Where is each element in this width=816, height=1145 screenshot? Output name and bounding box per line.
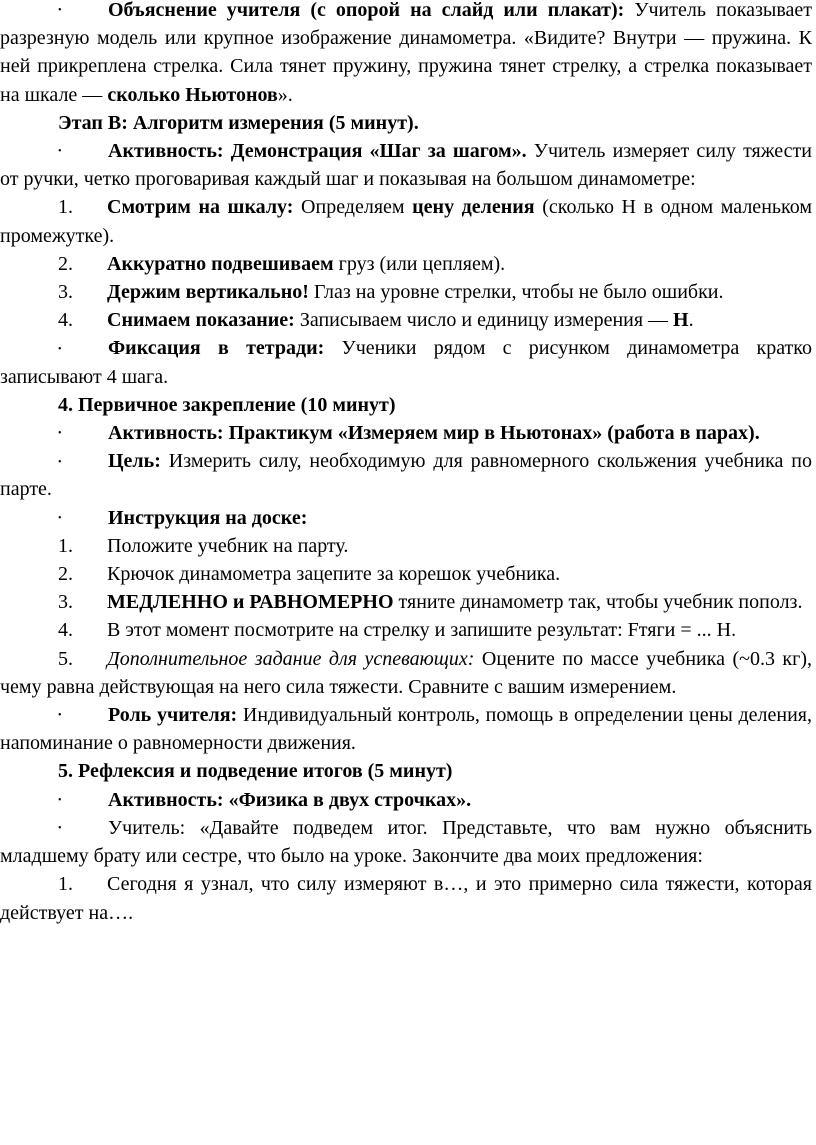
step-number: 3. <box>58 281 73 304</box>
item-text: Положите учебник на парту. <box>107 534 349 557</box>
step-number: 4. <box>58 309 73 332</box>
bullet-marker: • <box>58 795 62 807</box>
instruction-step-1 <box>0 532 812 560</box>
item-lead: Смотрим на шкалу: <box>107 196 294 219</box>
instruction-step-3 <box>0 588 812 616</box>
step-number: 2. <box>58 252 73 275</box>
item-lead: Активность: Демонстрация «Шаг за шагом». <box>108 140 527 163</box>
step-number: 2. <box>58 563 73 586</box>
bullet-marker: • <box>58 428 62 440</box>
item-tail-bold: Н <box>673 309 689 332</box>
item-lead: Снимаем показание: <box>107 309 295 332</box>
item-end: (сколько Н в одном маленьком промежутке). <box>0 196 812 247</box>
section-5-heading: 5. Рефлексия и подведение итогов (5 минут) <box>58 760 453 783</box>
item-lead: Активность: Практикум «Измеряем мир в Ньютонах» (работа в парах). <box>108 422 760 445</box>
item-lead: Роль учителя: <box>108 704 238 727</box>
item-end: . <box>688 309 694 332</box>
algorithm-step-4 <box>0 306 812 334</box>
step-number: 1. <box>58 534 73 557</box>
step-number: 1. <box>58 873 73 896</box>
item-lead: Инструкция на доске: <box>108 506 308 529</box>
bullet-marker: • <box>58 710 62 722</box>
bullet-marker: • <box>58 823 62 835</box>
item-text: Записываем число и единицу измерения — <box>294 309 674 332</box>
item-lead: Аккуратно подвешиваем <box>107 252 334 275</box>
bullet-marker: • <box>58 5 62 17</box>
reflection-sentence-1 <box>0 870 812 926</box>
step-number: 3. <box>58 591 73 614</box>
item-text: Определяем <box>293 196 413 219</box>
stage-b-heading: Этап В: Алгоритм измерения (5 минут). <box>58 111 419 134</box>
step-number: 1. <box>58 196 73 219</box>
teacher-quote-item <box>0 814 812 870</box>
section-4-heading: 4. Первичное закрепление (10 минут) <box>58 393 396 416</box>
item-text: Сегодня я узнал, что силу измеряют в…, и это примерно сила тяжести, которая действует на…. <box>0 873 812 924</box>
instruction-step-2 <box>0 560 812 588</box>
notebook-item <box>0 334 812 390</box>
item-text: Учитель: «Давайте подведем итог. Представьте, что вам нужно объяснить младшему брату или сестре, что было на уроке. Закончите два моих предложения: <box>0 816 812 868</box>
item-lead: Цель: <box>108 450 161 473</box>
step-number: 5. <box>58 647 73 670</box>
item-text: тяните динамометр так, чтобы учебник пополз. <box>393 591 803 614</box>
item-lead: Держим вертикально! <box>107 281 309 304</box>
item-text: В этот момент посмотрите на стрелку и запишите результат: Fтяги = ... Н. <box>107 619 737 642</box>
item-text: Глаз на уровне стрелки, чтобы не было ошибки. <box>308 281 724 304</box>
item-text: Оцените по массе учебника (~0.3 кг), чему равна действующая на него сила тяжести. Сравните с вашим измерением. <box>0 647 813 698</box>
item-text: груз (или цепляем). <box>333 252 506 275</box>
item-lead: Объяснение учителя (с опорой на слайд или плакат): <box>108 0 625 21</box>
algorithm-step-3 <box>0 278 812 306</box>
bullet-marker: • <box>58 456 62 468</box>
item-lead: МЕДЛЕННО и РАВНОМЕРНО <box>107 591 394 614</box>
teacher-role-item <box>0 701 812 757</box>
demo-activity-item <box>0 137 812 193</box>
algorithm-step-2 <box>0 250 812 278</box>
goal-item <box>0 447 812 503</box>
item-text: Учитель показывает разрезную модель или крупное изображение динамометра. «Видите? Внутри — пружина. К ней прикреплена стрелка. Сила тянет пружину, пружина тянет стрелку, а стрелка показывает на шкале — <box>0 0 812 106</box>
bullet-marker: • <box>58 146 62 158</box>
instruction-step-4 <box>0 616 812 644</box>
algorithm-step-1 <box>0 193 812 249</box>
item-lead: Активность: «Физика в двух строчках». <box>108 788 472 811</box>
practicum-item <box>0 419 812 447</box>
item-text: Крючок динамометра зацепите за корешок учебника. <box>107 563 561 586</box>
item-text: Учитель измеряет силу тяжести от ручки, четко проговаривая каждый шаг и показывая на большом динамометре: <box>0 140 812 191</box>
item-tail-bold: сколько Ньютонов <box>107 83 278 106</box>
item-text: Индивидуальный контроль, помощь в определении цены деления, напоминание о равномерности движения. <box>0 704 812 755</box>
item-text: Измерить силу, необходимую для равномерного скольжения учебника по парте. <box>0 450 812 501</box>
item-end: ». <box>277 83 293 106</box>
item-mid-bold: цену деления <box>412 196 535 219</box>
teacher-explanation-item <box>0 0 812 109</box>
item-text: Ученики рядом с рисунком динамометра кратко записывают 4 шага. <box>0 337 812 388</box>
instruction-item <box>0 504 812 532</box>
step-number: 4. <box>58 619 73 642</box>
bullet-marker: • <box>58 343 62 355</box>
item-italic: Дополнительное задание для успевающих: <box>107 647 475 670</box>
reflection-activity-item <box>0 786 812 814</box>
item-lead: Фиксация в тетради: <box>108 337 325 360</box>
instruction-step-5 <box>0 645 812 701</box>
bullet-marker: • <box>58 513 62 525</box>
